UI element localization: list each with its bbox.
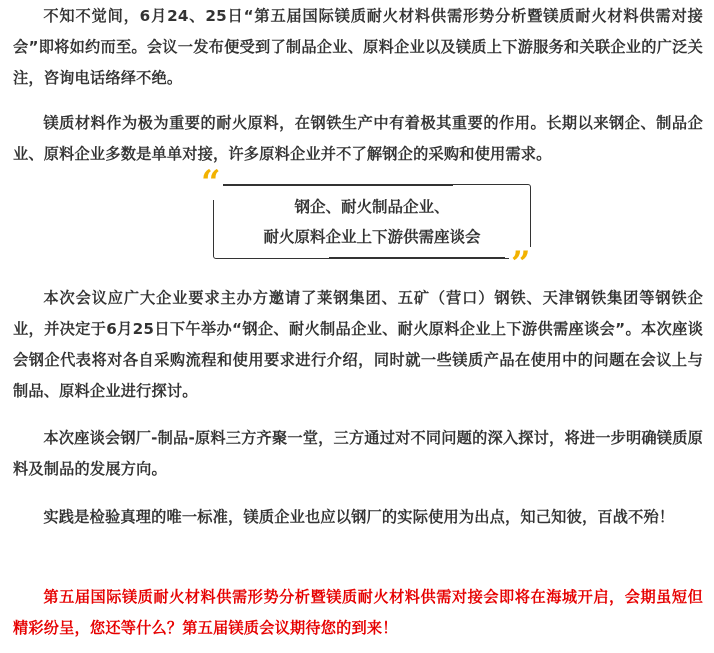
paragraph-closing-highlight: 第五届国际镁质耐火材料供需形势分析暨镁质耐火材料供需对接会即将在海城开启，会期虽短但精彩纷呈，您还等什么？第五届镁质会议期待您的到来！ bbox=[13, 588, 703, 637]
paragraph-background: 镁质材料作为极为重要的耐火原料，在钢铁生产中有着极其重要的作用。长期以来钢企、制品企业、原料企业多数是单单对接，许多原料企业并不了解钢企的采购和使用需求。 bbox=[13, 114, 703, 163]
pull-quote-line-1: 钢企、耐火制品企业、 bbox=[294, 198, 450, 216]
paragraph-discussion: 本次座谈会钢厂-制品-原料三方齐聚一堂，三方通过对不同问题的深入探讨，将进一步明确镁质原料及制品的发展方向。 bbox=[13, 429, 703, 478]
quote-top-rule bbox=[223, 184, 453, 186]
paragraph-intro: 不知不觉间，6月24、25日“第五届国际镁质耐火材料供需形势分析暨镁质耐火材料供需对接会”即将如约而至。会议一发布便受到了制品企业、原料企业以及镁质上下游服务和关联企业的广泛关注，咨询电话络绎不绝。 bbox=[13, 7, 703, 87]
paragraph-practice: 实践是检验真理的唯一标准，镁质企业也应以钢厂的实际使用为出点，知己知彼，百战不殆！ bbox=[43, 508, 675, 526]
open-quote-icon: “ bbox=[201, 163, 221, 203]
pull-quote bbox=[213, 192, 531, 252]
close-quote-icon: ” bbox=[511, 244, 531, 284]
quote-bottom-rule bbox=[329, 257, 505, 259]
paragraph-invitation: 本次会议应广大企业要求主办方邀请了莱钢集团、五矿（营口）钢铁、天津钢铁集团等钢铁企业，并决定于6月25日下午举办“钢企、耐火制品企业、耐火原料企业上下游供需座谈会”。本次座谈会钢企代表将对各自采购流程和使用要求进行介绍，同时就一些镁质产品在使用中的问题在会议上与制品、原料企业进行探讨。 bbox=[13, 289, 703, 400]
pull-quote-line-2: 耐火原料企业上下游供需座谈会 bbox=[263, 228, 481, 246]
